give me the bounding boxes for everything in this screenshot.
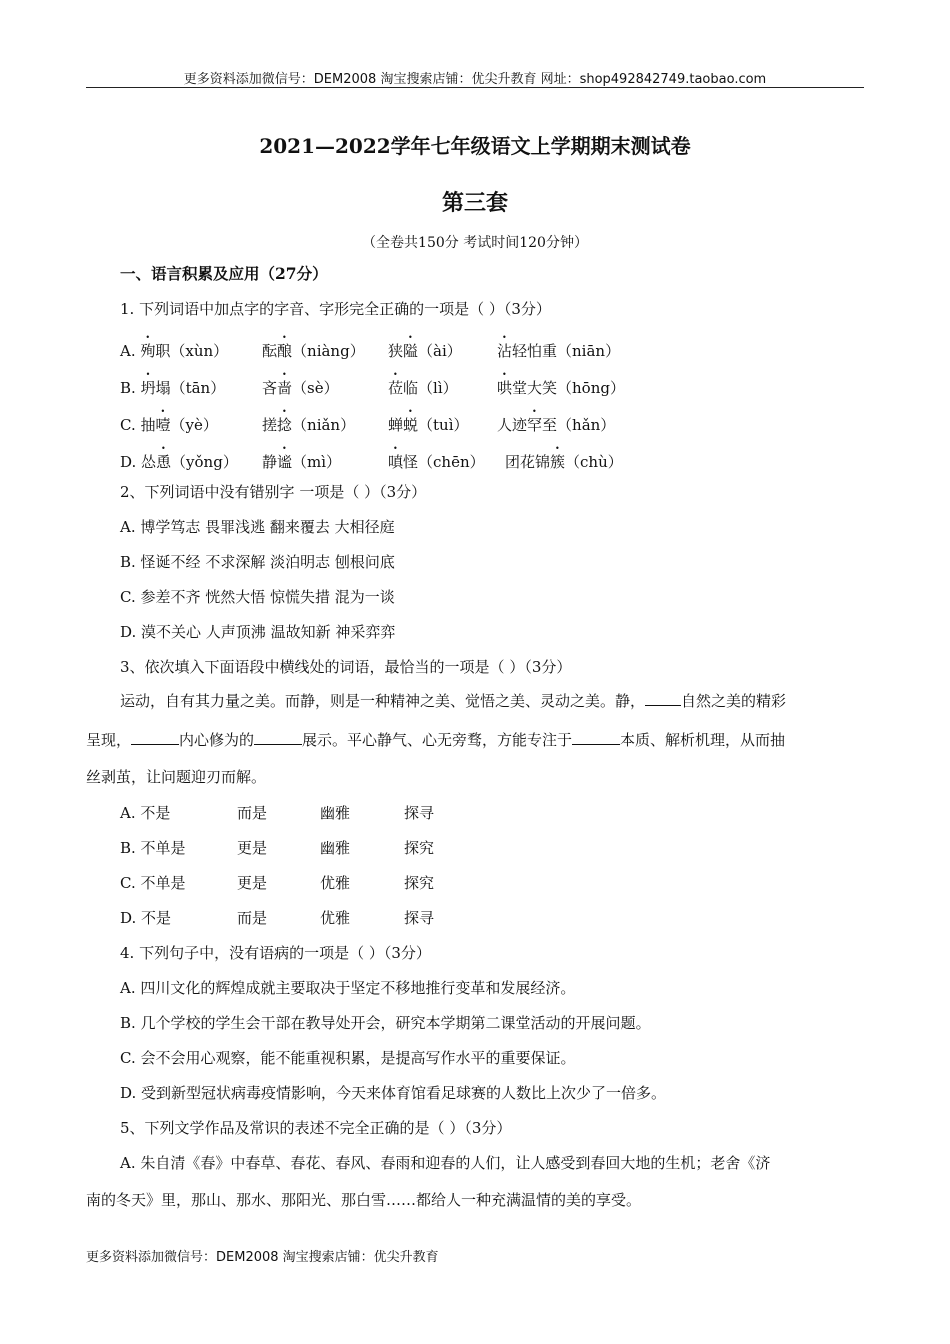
- q1-a-item-2: 酝酿（niàng）: [262, 342, 365, 360]
- question-3-stem: 3、依次填入下面语段中横线处的词语，最恰当的一项是（ ）（3分）: [120, 658, 572, 676]
- q1-d-item-4: 团花锦簇（chù）: [505, 453, 623, 471]
- exam-note: （全卷共150分 考试时间120分钟）: [362, 235, 588, 251]
- q3-p2d: 本质、解析机理，从而抽: [620, 731, 786, 749]
- q1-a-item-1: A. 殉职（xùn）: [120, 342, 229, 360]
- question-1-stem: 1. 下列词语中加点字的字音、字形完全正确的一项是（ ）（3分）: [120, 300, 551, 318]
- q3-a-col-1: A. 不是: [120, 804, 171, 822]
- blank-1: [645, 691, 681, 706]
- q4-option-b: B. 几个学校的学生会干部在教导处开会，研究本学期第二课堂活动的开展问题。: [120, 1014, 651, 1032]
- q1-c-item-1: C. 抽噎（yè）: [120, 416, 218, 434]
- q3-b-col-3: 幽雅: [320, 839, 351, 857]
- q3-d-col-4: 探寻: [404, 909, 435, 927]
- q3-a-col-3: 幽雅: [320, 804, 351, 822]
- q2-option-a: A. 博学笃志 畏罪浅逃 翻来覆去 大相径庭: [120, 518, 395, 536]
- q4-option-a: A. 四川文化的辉煌成就主要取决于坚定不移地推行变革和发展经济。: [120, 979, 576, 997]
- q3-p2c: 展示。平心静气、心无旁骛，方能专注于: [302, 731, 573, 749]
- q3-b-col-1: B. 不单是: [120, 839, 186, 857]
- q3-p2a: 呈现，: [86, 731, 132, 749]
- q1-b-item-2: 吝啬（sè）: [262, 379, 339, 397]
- q1-c-item-4: 人迹罕至（hǎn）: [497, 416, 616, 434]
- q3-p1b: 自然之美的精彩: [681, 692, 787, 710]
- page-footer: 更多资料添加微信号：DEM2008 淘宝搜索店铺：优尖升教育: [86, 1250, 439, 1265]
- q3-c-col-1: C. 不单是: [120, 874, 186, 892]
- exam-subtitle: 第三套: [441, 190, 508, 216]
- q3-d-col-3: 优雅: [320, 909, 351, 927]
- page-header: 更多资料添加微信号：DEM2008 淘宝搜索店铺：优尖升教育 网址：shop492842749.taobao.com: [183, 72, 767, 87]
- q3-passage-line-2: [86, 729, 785, 750]
- q1-c-item-2: 搓捻（niǎn）: [262, 416, 356, 434]
- q1-c-item-3: 蝉蜕（tuì）: [388, 416, 469, 434]
- q1-a-item-3: 狭隘（ài）: [388, 342, 462, 360]
- q1-b-item-1: B. 坍塌（tān）: [120, 379, 226, 397]
- question-2-stem: 2、下列词语中没有错别字 一项是（ ）（3分）: [120, 483, 427, 501]
- blank-3: [254, 730, 302, 745]
- q3-p2b: 内心修为的: [179, 731, 255, 749]
- q3-c-col-2: 更是: [237, 874, 268, 892]
- q1-d-item-3: 嗔怪（chēn）: [388, 453, 485, 471]
- q2-option-c: C. 参差不齐 恍然大悟 惊慌失措 混为一谈: [120, 588, 395, 606]
- q2-option-d: D. 漠不关心 人声顶沸 温故知新 神采弈弈: [120, 623, 396, 641]
- q2-option-b: B. 怪诞不经 不求深解 淡泊明志 刨根问底: [120, 553, 395, 571]
- q3-c-col-3: 优雅: [320, 874, 351, 892]
- q3-d-col-1: D. 不是: [120, 909, 172, 927]
- q3-b-col-2: 更是: [237, 839, 268, 857]
- q3-a-col-4: 探寻: [404, 804, 435, 822]
- q3-passage-line-1: [120, 690, 786, 711]
- q3-b-col-4: 探究: [404, 839, 435, 857]
- q1-d-item-2: 静谧（mì）: [262, 453, 342, 471]
- q1-b-item-4: 哄堂大笑（hōng）: [497, 379, 625, 397]
- exam-title: 2021—2022学年七年级语文上学期期末测试卷: [259, 134, 691, 158]
- question-4-stem: 4. 下列句子中，没有语病的一项是（ ）（3分）: [120, 944, 431, 962]
- q4-option-d: D. 受到新型冠状病毒疫情影响，今天来体育馆看足球赛的人数比上次少了一倍多。: [120, 1084, 667, 1102]
- section-heading: 一、语言积累及应用（27分）: [120, 264, 328, 283]
- q4-option-c: C. 会不会用心观察，能不能重视积累，是提高写作水平的重要保证。: [120, 1049, 576, 1067]
- q1-d-item-1: D. 怂恿（yǒng）: [120, 453, 238, 471]
- q3-a-col-2: 而是: [237, 804, 268, 822]
- q3-passage-line-3: 丝剥茧，让问题迎刃而解。: [86, 768, 267, 786]
- q5-option-a-line-2: 南的冬天》里，那山、那水、那阳光、那白雪……都给人一种充满温情的美的享受。: [86, 1191, 642, 1209]
- question-5-stem: 5、下列文学作品及常识的表述不完全正确的是（ ）（3分）: [120, 1119, 512, 1137]
- q5-option-a-line-1: A. 朱自清《春》中春草、春花、春风、春雨和迎春的人们，让人感受到春回大地的生机；老舍《济: [120, 1154, 771, 1172]
- blank-4: [572, 730, 620, 745]
- q3-d-col-2: 而是: [237, 909, 268, 927]
- q1-a-item-4: 沾轻怕重（niān）: [497, 342, 621, 360]
- header-divider: [86, 87, 864, 88]
- q1-b-item-3: 莅临（lì）: [388, 379, 458, 397]
- q3-p1a: 运动，自有其力量之美。而静，则是一种精神之美、觉悟之美、灵动之美。静，: [120, 692, 646, 710]
- q3-c-col-4: 探究: [404, 874, 435, 892]
- blank-2: [131, 730, 179, 745]
